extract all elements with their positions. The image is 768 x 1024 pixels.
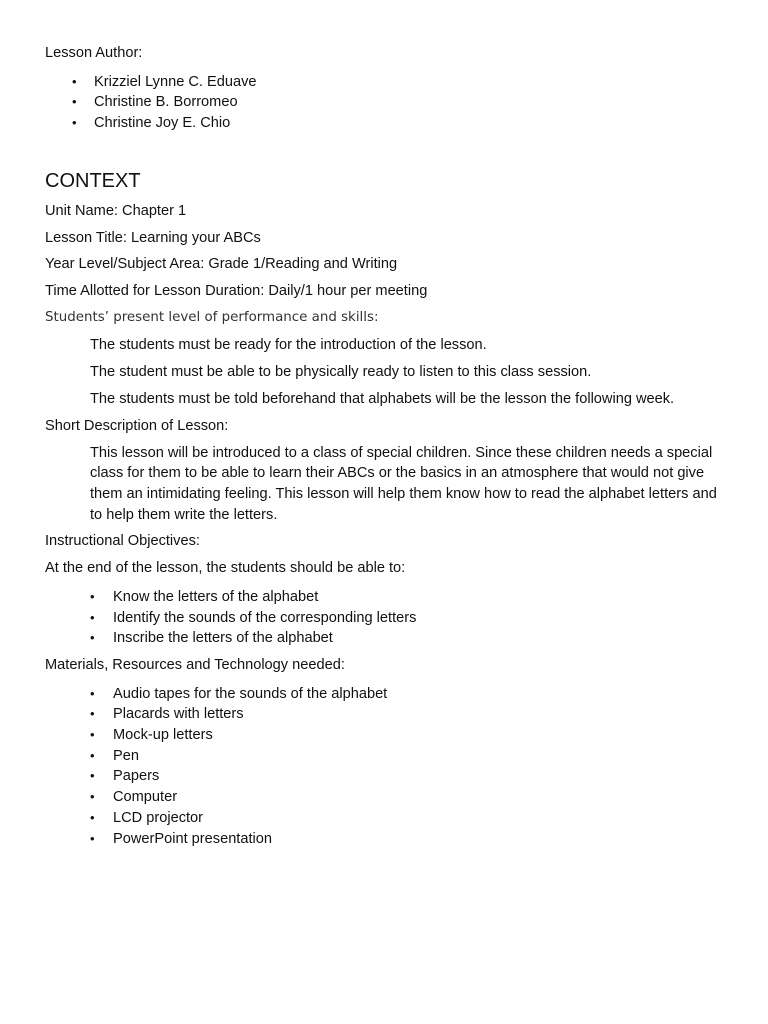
objective-item: • Know the letters of the alphabet: [113, 587, 725, 608]
performance-item: The students must be ready for the introduction of the lesson.: [90, 336, 487, 353]
lesson-title: Lesson Title: Learning your ABCs: [45, 229, 261, 246]
material-item: • Pen: [113, 746, 725, 767]
objectives-label: Instructional Objectives:: [45, 533, 200, 550]
material-item: • LCD projector: [113, 808, 725, 829]
objective-item: • Identify the sounds of the corresponding letters: [113, 608, 725, 629]
materials-label: Materials, Resources and Technology needed:: [45, 656, 345, 673]
short-description: [45, 443, 725, 526]
performance-list: [45, 335, 725, 410]
short-description-label: Short Description of Lesson:: [45, 417, 229, 434]
context-heading: CONTEXT: [45, 169, 141, 192]
material-item: • Placards with letters: [113, 704, 725, 725]
materials-list: [45, 684, 725, 850]
material-item: • Audio tapes for the sounds of the alphabet: [113, 684, 725, 705]
short-description-text: This lesson will be introduced to a class of special children. Since these children needs a special class for them to be able to learn their ABCs or the basics in an atmosphere that would not give them an intimidating feeling. This lesson will help them know how to read the alphabet letters and to help them write the letters.: [90, 444, 717, 523]
material-item: • Computer: [113, 787, 725, 808]
performance-label: Students’ present level of performance and skills:: [45, 309, 379, 325]
performance-item: The students must be told beforehand that alphabets will be the lesson the following week.: [90, 391, 675, 408]
objectives-intro: At the end of the lesson, the students should be able to:: [45, 560, 406, 577]
material-item: • Papers: [113, 766, 725, 787]
objective-item: • Inscribe the letters of the alphabet: [113, 628, 725, 649]
lesson-author-label: Lesson Author:: [45, 45, 143, 61]
author-name: • Krizziel Lynne C. Eduave: [94, 72, 725, 93]
unit-name: Unit Name: Chapter 1: [45, 202, 187, 219]
author-name: • Christine B. Borromeo: [94, 92, 725, 113]
time-allotted: Time Allotted for Lesson Duration: Daily/1 hour per meeting: [45, 282, 428, 299]
author-list: [45, 72, 725, 134]
objectives-list: [45, 587, 725, 649]
performance-item: The student must be able to be physically ready to listen to this class session.: [90, 364, 592, 381]
document-page: [45, 43, 725, 849]
author-name: • Christine Joy E. Chio: [94, 113, 725, 134]
material-item: • PowerPoint presentation: [113, 829, 725, 850]
year-level: Year Level/Subject Area: Grade 1/Reading and Writing: [45, 256, 398, 273]
material-item: • Mock-up letters: [113, 725, 725, 746]
